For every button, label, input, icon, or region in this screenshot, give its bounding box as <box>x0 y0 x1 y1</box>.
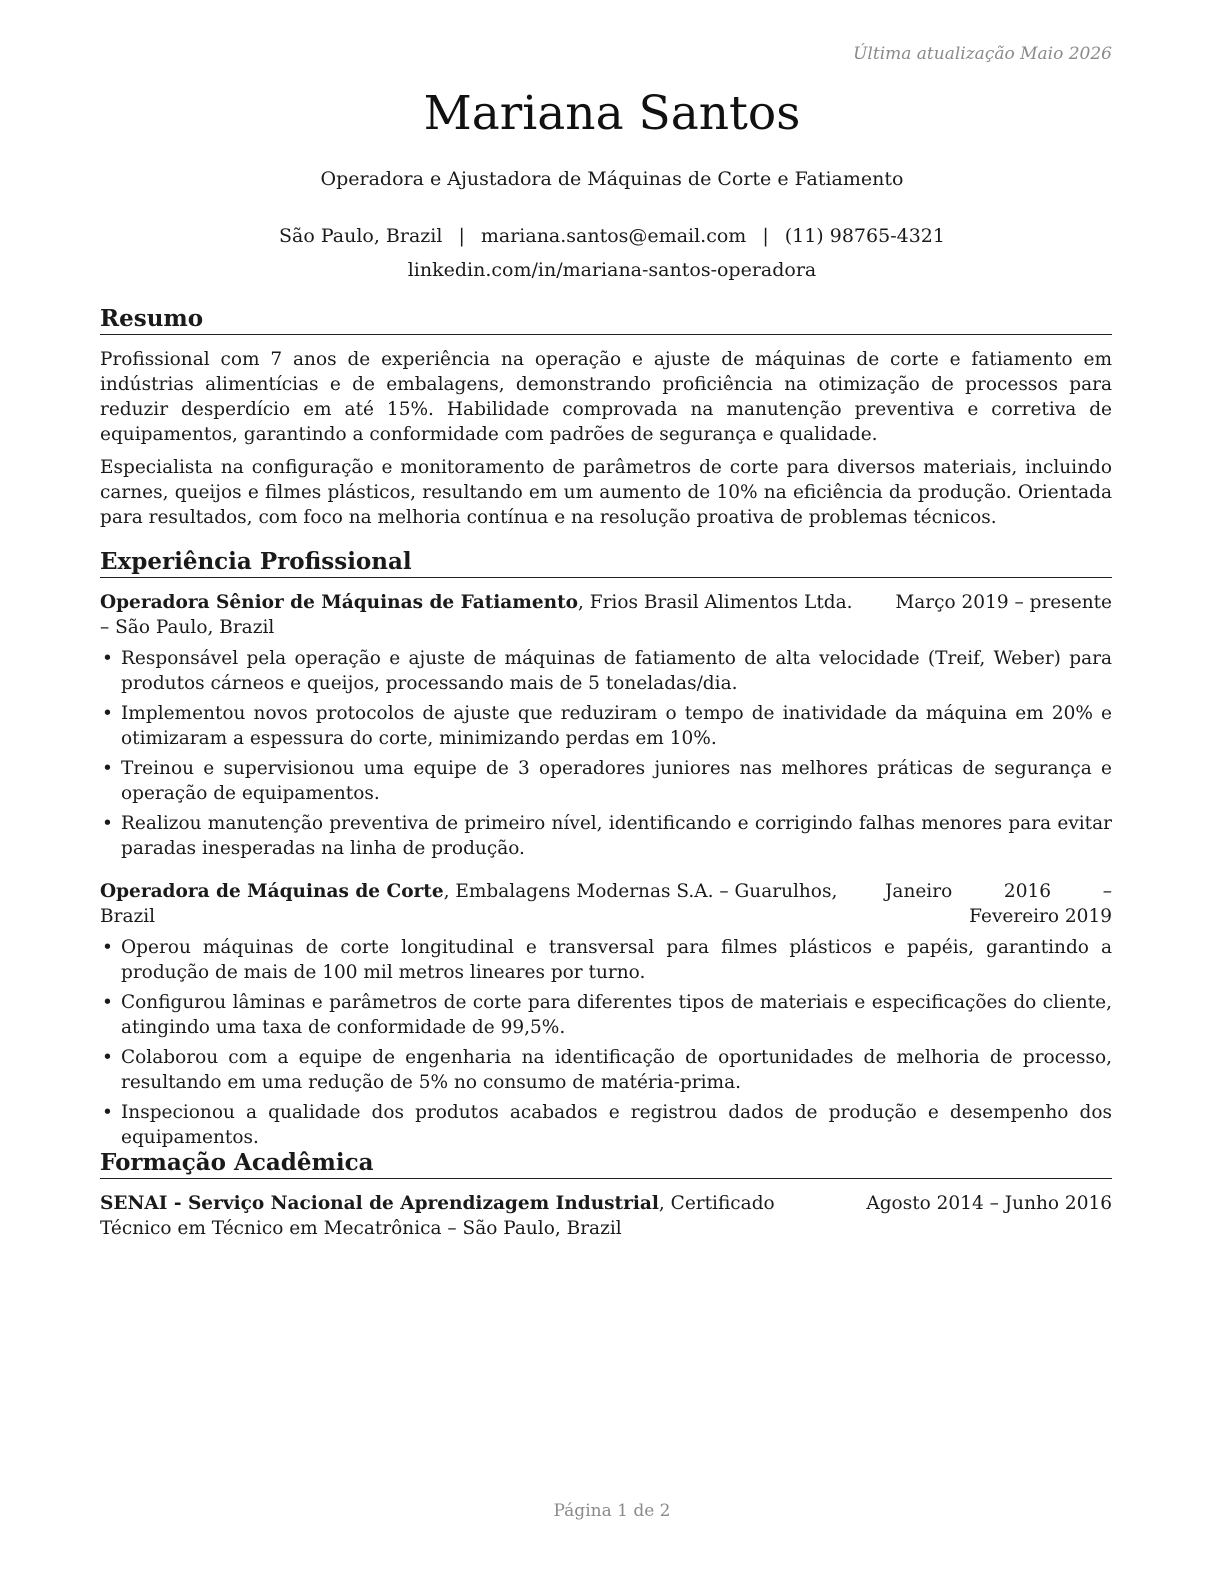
bullet-icon: • <box>102 937 113 958</box>
job-role: Operadora de Máquinas de Corte <box>100 881 444 902</box>
list-item <box>100 701 1112 751</box>
bullet-text: Operou máquinas de corte longitudinal e transversal para filmes plásticos e papéis, garantindo a produção de mais de 100 mil metros lineares por turno. <box>121 937 1112 983</box>
job-header <box>100 590 1112 640</box>
bullet-text: Configurou lâminas e parâmetros de corte para diferentes tipos de materiais e especificações do cliente, atingindo uma taxa de conformidade de 99,5%. <box>121 992 1112 1038</box>
section-heading: Experiência Profissional <box>100 548 1112 578</box>
contact-info <box>0 219 1224 287</box>
section-heading: Formação Acadêmica <box>100 1149 1112 1179</box>
bullet-icon: • <box>102 648 113 669</box>
bullet-text: Colaborou com a equipe de engenharia na identificação de oportunidades de melhoria de processo, resultando em uma redução de 5% no consumo de matéria-prima. <box>121 1047 1112 1093</box>
education-dates: Agosto 2014 – Junho 2016 <box>866 1193 1112 1214</box>
job-title-company <box>100 590 895 640</box>
separator: | <box>762 225 769 247</box>
summary-section <box>100 305 1112 538</box>
list-item <box>100 646 1112 696</box>
job-bullets <box>100 646 1112 861</box>
job-company: , Embalagens Modernas S.A. – Guarulhos, Brazil <box>100 881 838 927</box>
candidate-name: Mariana Santos <box>423 86 801 141</box>
job-header <box>100 879 1112 929</box>
experience-section <box>100 548 1112 1155</box>
bullet-icon: • <box>102 813 113 834</box>
phone: (11) 98765-4321 <box>784 225 945 247</box>
summary-paragraph: Profissional com 7 anos de experiência na operação e ajuste de máquinas de corte e fatiamento em indústrias alimentícias e de embalagens, demonstrando proficiência na otimização de processos para reduzir desperdício em até 15%. Habilidade comprovada na manutenção preventiva e corretiva de equipamentos, garantindo a conformidade com padrões de segurança e qualidade. <box>100 349 1112 445</box>
bullet-text: Realizou manutenção preventiva de primeiro nível, identificando e corrigindo falhas menores para evitar paradas inesperadas na linha de produção. <box>121 813 1112 859</box>
job-entry <box>100 590 1112 861</box>
list-item <box>100 1045 1112 1095</box>
education-section <box>100 1149 1112 1241</box>
list-item <box>100 990 1112 1040</box>
bullet-icon: • <box>102 1047 113 1068</box>
job-company: , Frios Brasil Alimentos Ltda. – São Paulo, Brazil <box>100 592 853 638</box>
bullet-text: Treinou e supervisionou uma equipe de 3 operadores juniores nas melhores práticas de segurança e operação de equipamentos. <box>121 758 1112 804</box>
email-link[interactable]: mariana.santos@email.com <box>480 225 747 247</box>
school-name: SENAI - Serviço Nacional de Aprendizagem Industrial <box>100 1193 659 1214</box>
school-detail: , Certificado Técnico em Técnico em Mecatrônica – São Paulo, Brazil <box>100 1193 775 1239</box>
bullet-text: Implementou novos protocolos de ajuste que reduziram o tempo de inatividade da máquina em 20% e otimizaram a espessura do corte, minimizando perdas em 10%. <box>121 703 1112 749</box>
page-number: Página 1 de 2 <box>553 1501 671 1521</box>
job-bullets <box>100 935 1112 1150</box>
education-school <box>100 1191 866 1241</box>
job-title-company <box>100 879 885 929</box>
bullet-text: Inspecionou a qualidade dos produtos acabados e registrou dados de produção e desempenho dos equipamentos. <box>121 1102 1112 1148</box>
job-dates: Março 2019 – presente <box>895 592 1112 613</box>
contact-line <box>0 219 1224 253</box>
list-item <box>100 756 1112 806</box>
job-role: Operadora Sênior de Máquinas de Fatiamento <box>100 592 578 613</box>
list-item <box>100 935 1112 985</box>
job-dates: Janeiro 2016 – Fevereiro 2019 <box>885 881 1112 927</box>
bullet-icon: • <box>102 758 113 779</box>
location: São Paulo, Brazil <box>279 225 443 247</box>
bullet-icon: • <box>102 703 113 724</box>
section-heading: Resumo <box>100 305 1112 335</box>
bullet-text: Responsável pela operação e ajuste de máquinas de fatiamento de alta velocidade (Treif, Weber) para produtos cárneos e queijos, processando mais de 5 toneladas/dia. <box>121 648 1112 694</box>
list-item <box>100 1100 1112 1150</box>
last-updated: Última atualização Maio 2026 <box>853 44 1112 64</box>
bullet-icon: • <box>102 992 113 1013</box>
separator: | <box>458 225 465 247</box>
linkedin-link[interactable]: linkedin.com/in/mariana-santos-operadora <box>407 259 817 281</box>
list-item <box>100 811 1112 861</box>
job-title: Operadora e Ajustadora de Máquinas de Corte e Fatiamento <box>320 168 904 190</box>
job-entry <box>100 879 1112 1150</box>
education-entry <box>100 1191 1112 1241</box>
summary-paragraph: Especialista na configuração e monitoramento de parâmetros de corte para diversos materiais, incluindo carnes, queijos e filmes plásticos, resultando em um aumento de 10% na eficiência da produção. Orientada para resultados, com foco na melhoria contínua e na resolução proativa de problemas técnicos. <box>100 457 1112 528</box>
bullet-icon: • <box>102 1102 113 1123</box>
